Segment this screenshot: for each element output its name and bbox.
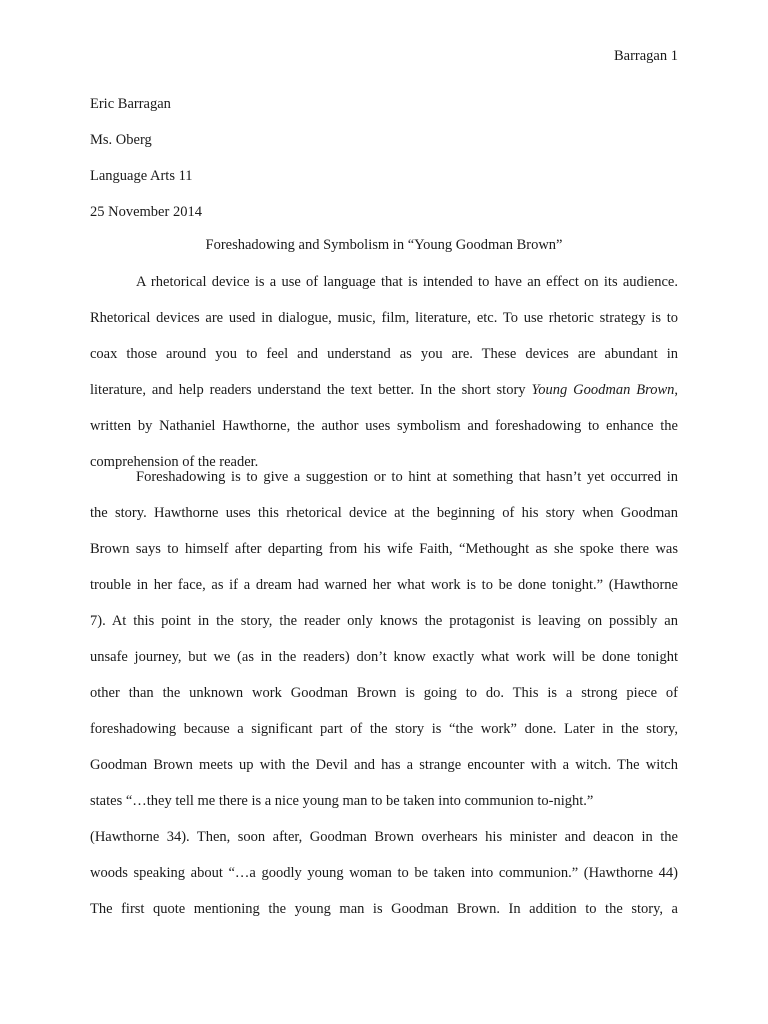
- paragraph-line: written by Nathaniel Hawthorne, the author uses symbolism and foreshadowing to enhance the: [90, 418, 678, 434]
- paragraph-line: unsafe journey, but we (as in the readers) don’t know exactly what work will be done tonight: [90, 649, 678, 665]
- paragraph-line: the story. Hawthorne uses this rhetorical device at the beginning of his story when Goodman: [90, 505, 678, 521]
- paragraph-line: other than the unknown work Goodman Brown is going to do. This is a strong piece of: [90, 685, 678, 701]
- essay-date: 25 November 2014: [90, 204, 202, 220]
- essay-title: Foreshadowing and Symbolism in “Young Goodman Brown”: [205, 237, 563, 253]
- paragraph-line: comprehension of the reader.: [90, 454, 259, 470]
- paragraph-1: [90, 273, 678, 471]
- paragraph-2: [90, 468, 678, 936]
- student-name: Eric Barragan: [90, 96, 171, 112]
- story-title-italic: Young Goodman Brown: [531, 382, 675, 398]
- paragraph-line: [90, 381, 678, 417]
- paragraph-line: Brown says to himself after departing from his wife Faith, “Methought as she spoke there was: [90, 541, 678, 557]
- paragraph-line: foreshadowing because a significant part of the story is “the work” done. Later in the story,: [90, 721, 678, 737]
- paragraph-line: 7). At this point in the story, the reader only knows the protagonist is leaving on possibly an: [90, 613, 678, 629]
- paragraph-line: A rhetorical device is a use of language that is intended to have an effect on its audience.: [136, 274, 678, 290]
- paragraph-line: The first quote mentioning the young man is Goodman Brown. In addition to the story, a: [90, 901, 678, 917]
- paragraph-line: woods speaking about “…a goodly young woman to be taken into communion.” (Hawthorne 44): [90, 865, 678, 881]
- paragraph-line: trouble in her face, as if a dream had warned her what work is to be done tonight.” (Hawthorne: [90, 577, 678, 593]
- paragraph-line: Foreshadowing is to give a suggestion or to hint at something that hasn’t yet occurred in: [136, 469, 678, 485]
- page-header: Barragan 1: [613, 48, 678, 64]
- line-text: literature, and help readers understand the text better. In the short story: [90, 382, 532, 398]
- teacher-name: Ms. Oberg: [90, 132, 152, 148]
- mla-heading: [90, 95, 202, 239]
- paragraph-line: states “…they tell me there is a nice young man to be taken into communion to-night.”: [90, 793, 594, 809]
- paragraph-line: Goodman Brown meets up with the Devil and has a strange encounter with a witch. The witch: [90, 757, 678, 773]
- paragraph-line: Rhetorical devices are used in dialogue, music, film, literature, etc. To use rhetoric strategy is to: [90, 310, 678, 326]
- line-text: ,: [674, 382, 678, 398]
- paragraph-line: coax those around you to feel and understand as you are. These devices are abundant in: [90, 346, 678, 362]
- paragraph-line: (Hawthorne 34). Then, soon after, Goodman Brown overhears his minister and deacon in the: [90, 829, 678, 845]
- course-name: Language Arts 11: [90, 168, 193, 184]
